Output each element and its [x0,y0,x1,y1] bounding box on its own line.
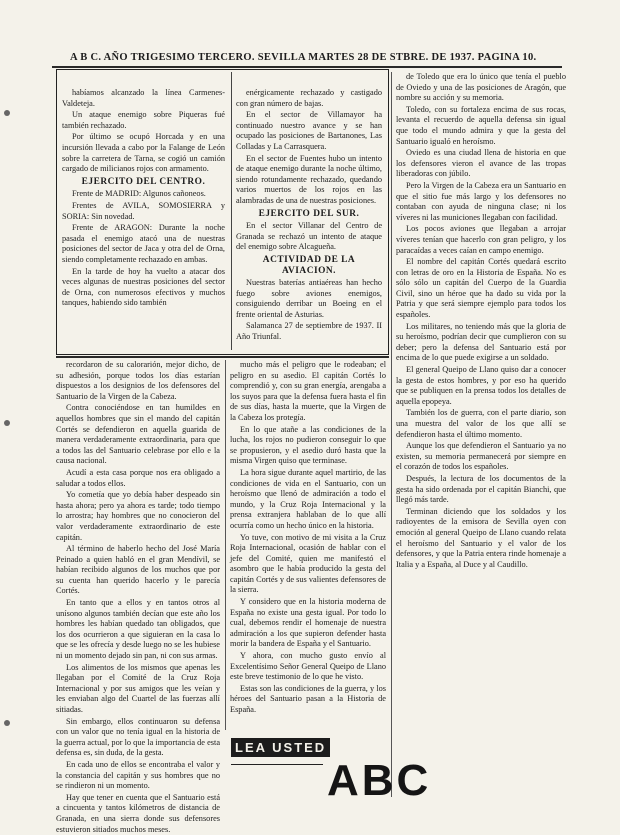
binding-hole-mark [4,720,10,726]
box-right-heading2: ACTIVIDAD DE LA AVIACION. [262,254,356,276]
box-right-column [236,88,382,350]
right-p2: Toledo, con su fortaleza encima de sus rocas, levanta el recuerdo de aquella defensa sin igual que todo el mundo admira y que la gesta del Santuario igualó en heroísmo. [396,104,566,146]
right-p8: El general Queipo de Llano quiso dar a conocer la gesta de estos hombres, y por eso ha querido que se publiquen en la prensa todos los detalles de aquella epopeya. [396,365,566,406]
ad-underline [231,764,323,765]
left-p4: Yo cometía que yo debía haber despeado sin hasta ahora; pero ya ahora es tarde; todo tiempo lo arrostra; hay hombres que no conocieron del valor verdaderamente extraordinario de este capitán. [56,490,220,542]
left-p7: Los alimentos de los mismos que apenas les llegaban por el Comité de la Cruz Roja Internacional y por sus amigos que les veían y les enviaban algo del Cuartel de las fuerzas allí sitiadas. [56,662,220,714]
page-header: A B C. AÑO TRIGESIMO TERCERO. SEVILLA MARTES 28 DE STBRE. DE 1937. PAGINA 10. [70,52,537,63]
left-p2: Contra conociéndose en tan humildes en aquellos hombres que sin el mando del capitán Cortés se defendieron en aquella guarida de manera verdaderamente extraordinaria, para que a todos las del Santuario celebrase por ello e la causa nacional. [56,403,220,466]
left-p5: Al término de haberlo hecho del José María Peinado a quien habló en el gran Mendívil, se habían recibido algunos de los muchos que por su cuenta han querido hacerlo y le parecía Cortés. [56,544,220,596]
box-left-p6: Frente de ARAGON: Durante la noche pasada el enemigo atacó una de nuestras posiciones del sector de Jaca y otra del de Orna, siendo completamente rechazado en ambas. [62,223,225,264]
box-right-p5: Nuestras baterías antiaéreas han hecho fuego sobre aviones enemigos, consiguiendo derribar un Boeing en el frente oriental de Asturias. [236,278,382,319]
article-middle-column [230,360,386,730]
left-p8: Sin embargo, ellos continuaron su defensa con un valor que no tenía igual en la historia de la guerra actual, por lo que la importancia de esta defensa es, sin duda, de la gesta. [56,716,220,758]
column-rule-2 [391,72,392,797]
right-p5: Los pocos aviones que llegaban a arrojar víveres tenían que hacerlo con gran peligro, y los paracaídas a veces caían en campo enemigo. [396,224,566,255]
article-right-column [396,72,566,800]
article-left-column [56,360,220,834]
right-p9: También los de guerra, con el parte diario, son una muestra del valor de los que allí se defendieron hasta el último momento. [396,408,566,439]
box-left-p1: habíamos alcanzado la línea Carmenes-Valdeteja. [62,88,225,108]
right-p7: Los militares, no teniendo más que la gloria de su heroísmo, podrían decir que cumplieron con su deber; pero la defensa del Santuario está por encima de lo que puede exigirse a un soldado. [396,321,566,363]
right-p6: El nombre del capitán Cortés quedará escrito con letras de oro en la Historia de España. No es sólo sólo un capitán del Cuerpo de la Guardia Civil, sino un héroe que ha dado su vida por la Patria y que será siempre ejemplo para todos los españoles. [396,257,566,320]
box-right-p4: En el sector Villanar del Centro de Granada se rechazó un intento de ataque del enemigo sobre Alcagueña. [236,221,382,252]
box-left-p2: Un ataque enemigo sobre Piqueras fué también rechazado. [62,110,225,130]
mid-p3: La hora sigue durante aquel martirio, de las condiciones de vida en el Santuario, con un heroísmo que llenó de admiración a todo el mundo, y la Cruz Roja Internacional y la prensa extranjera hablaban de lo que allí ocurría como un hecho único en la historia. [230,467,386,530]
box-right-p2: En el sector de Villamayor ha continuado nuestro avance y se han ocupado las posiciones de Bartanones, Las Colladas y La Carrasquera. [236,110,382,151]
box-bottom-rule [56,356,389,358]
left-p10: Hay que tener en cuenta que el Santuario está a cincuenta y tantos kilómetros de distancia de Granada, en una sierra donde sus defensores estuvieron sitiados muchos meses. [56,792,220,834]
right-p12: Terminan diciendo que los soldados y los radioyentes de la emisora de Sevilla oyen con emoción al general Queipo de Llano cuando relata el heroísmo del Santuario y el valor de los defensores, y que la Patria entera rinde homenaje a Italia y a España, al Duce y al Caudillo. [396,506,566,569]
box-left-p7: En la tarde de hoy ha vuelto a atacar dos veces algunas de nuestras posiciones del sector de Orna, con numerosos efectivos y muchos tanques, habiendo sido también [62,266,225,308]
box-left-p4: Frente de MADRID: Algunos cañoneos. [72,189,206,199]
right-p10: Aunque los que defendieron el Santuario ya no existen, su memoria permanecerá por siempre en el corazón de todos los españoles. [396,441,566,472]
mid-p1: mucho más el peligro que le rodeaban; el peligro en su asedio. El capitán Cortés lo comprendió y, con su gran energía, arengaba a los suyos para que la defensa fuera hasta el fin de sus días, hasta la muerte, que la Virgen de la Cabeza los protegía. [230,360,386,422]
binding-hole-mark [4,110,10,116]
right-p1: de Toledo que era lo único que tenía el pueblo de Oviedo y una de las posiciones de Aragón, que nombre su acción y su memoria. [396,72,566,103]
box-right-p3: En el sector de Fuentes hubo un intento de ataque enemigo durante la noche último, siendo rotundamente rechazado, quedando varios muertos de los rojos en las alambradas de una de nuestras posiciones. [236,153,382,205]
header-rule [52,66,562,68]
abc-advertisement [231,736,432,805]
left-p1: recordaron de su calorarión, mejor dicho, de su adhesión, porque todos los días estarían dispuestos a los designios de los defensores del Santuario de la Virgen de la Cabeza. [56,360,220,401]
mid-p2: En lo que atañe a las condiciones de la lucha, los rojos no pudieron conseguir lo que se propusieron, y el asedio duró hasta que la misma Virgen quiso que terminase. [230,424,386,466]
box-left-p3: Por último se ocupó Horcada y en una incursión llevada a cabo por la Falange de León sobre la carretera de Tarna, se cogió un camión cargado de milicianos rojos con armamento. [62,132,225,174]
mid-p5: Y considero que en la historia moderna de España no existe una gesta igual. Por todo lo cual, debemos rendir el homenaje de nuestra admiración a los que supieron defender hasta morir la bandera de España y el Santuario. [230,597,386,649]
right-p4: Pero la Virgen de la Cabeza era un Santuario en que el sitio fue más largo y los defensores no contaban con ayuda de ninguna clase; ni los víveres ni las municiones llegaban con facilidad. [396,180,566,222]
mid-p7: Estas son las condiciones de la guerra, y los héroes del Santuario pasan a la Historia de España. [230,683,386,714]
right-p11: Después, la lectura de los documentos de la gesta ha sido ordenada por el capitán Bianchi, que llegó más tarde. [396,473,566,505]
box-right-heading: EJERCITO DEL SUR. [258,208,360,219]
right-p3: Oviedo es una ciudad llena de historia en que los defensores vieron el avance de las tropas liberadoras con júbilo. [396,148,566,179]
box-left-column [62,88,225,350]
left-p6: En tanto que a ellos y en tantos otros al unísono algunos también decían que este año los hombres les habían quedado tan obligados, que los dos ocurrieron a que siguieran en la casa lo que se les ofrecía y desde luego no se les hubiese ni un momento dejado sin pan, ni con sus armas. [56,598,220,661]
binding-hole-mark [4,420,10,426]
left-p9: En cada uno de ellos se encontraba el valor y la constancia del capitán y sus hombres que no se rindieron ni un momento. [56,759,220,791]
box-left-p5: Frentes de AVILA, SOMOSIERRA y SORIA: Sin novedad. [62,200,225,221]
box-column-divider [231,72,232,350]
left-p3: Acudí a esta casa porque nos era obligado a saludar a todos ellos. [56,467,220,488]
box-left-heading: EJERCITO DEL CENTRO. [81,176,206,187]
mid-p4: Yo tuve, con motivo de mi visita a la Cruz Roja Internacional, ocasión de hablar con el jefe del Comité, quien me manifestó el asombro que le había producido la gesta del capitán Cortés y de sus valientes defensores de la sierra. [230,532,386,595]
ad-lea-usted: LEA USTED [231,738,330,757]
box-right-p6: Salamanca 27 de septiembre de 1937. II Año Triunfal. [236,321,382,342]
mid-p6: Y ahora, con mucho gusto envío al Excelentísimo Señor General Queipo de Llano este breve testimonio de lo que he visto. [230,651,386,682]
column-rule-1 [225,360,226,730]
box-right-p1: enérgicamente rechazado y castigado con gran número de bajas. [236,88,382,108]
ad-abc-logo: ABC [327,756,432,805]
